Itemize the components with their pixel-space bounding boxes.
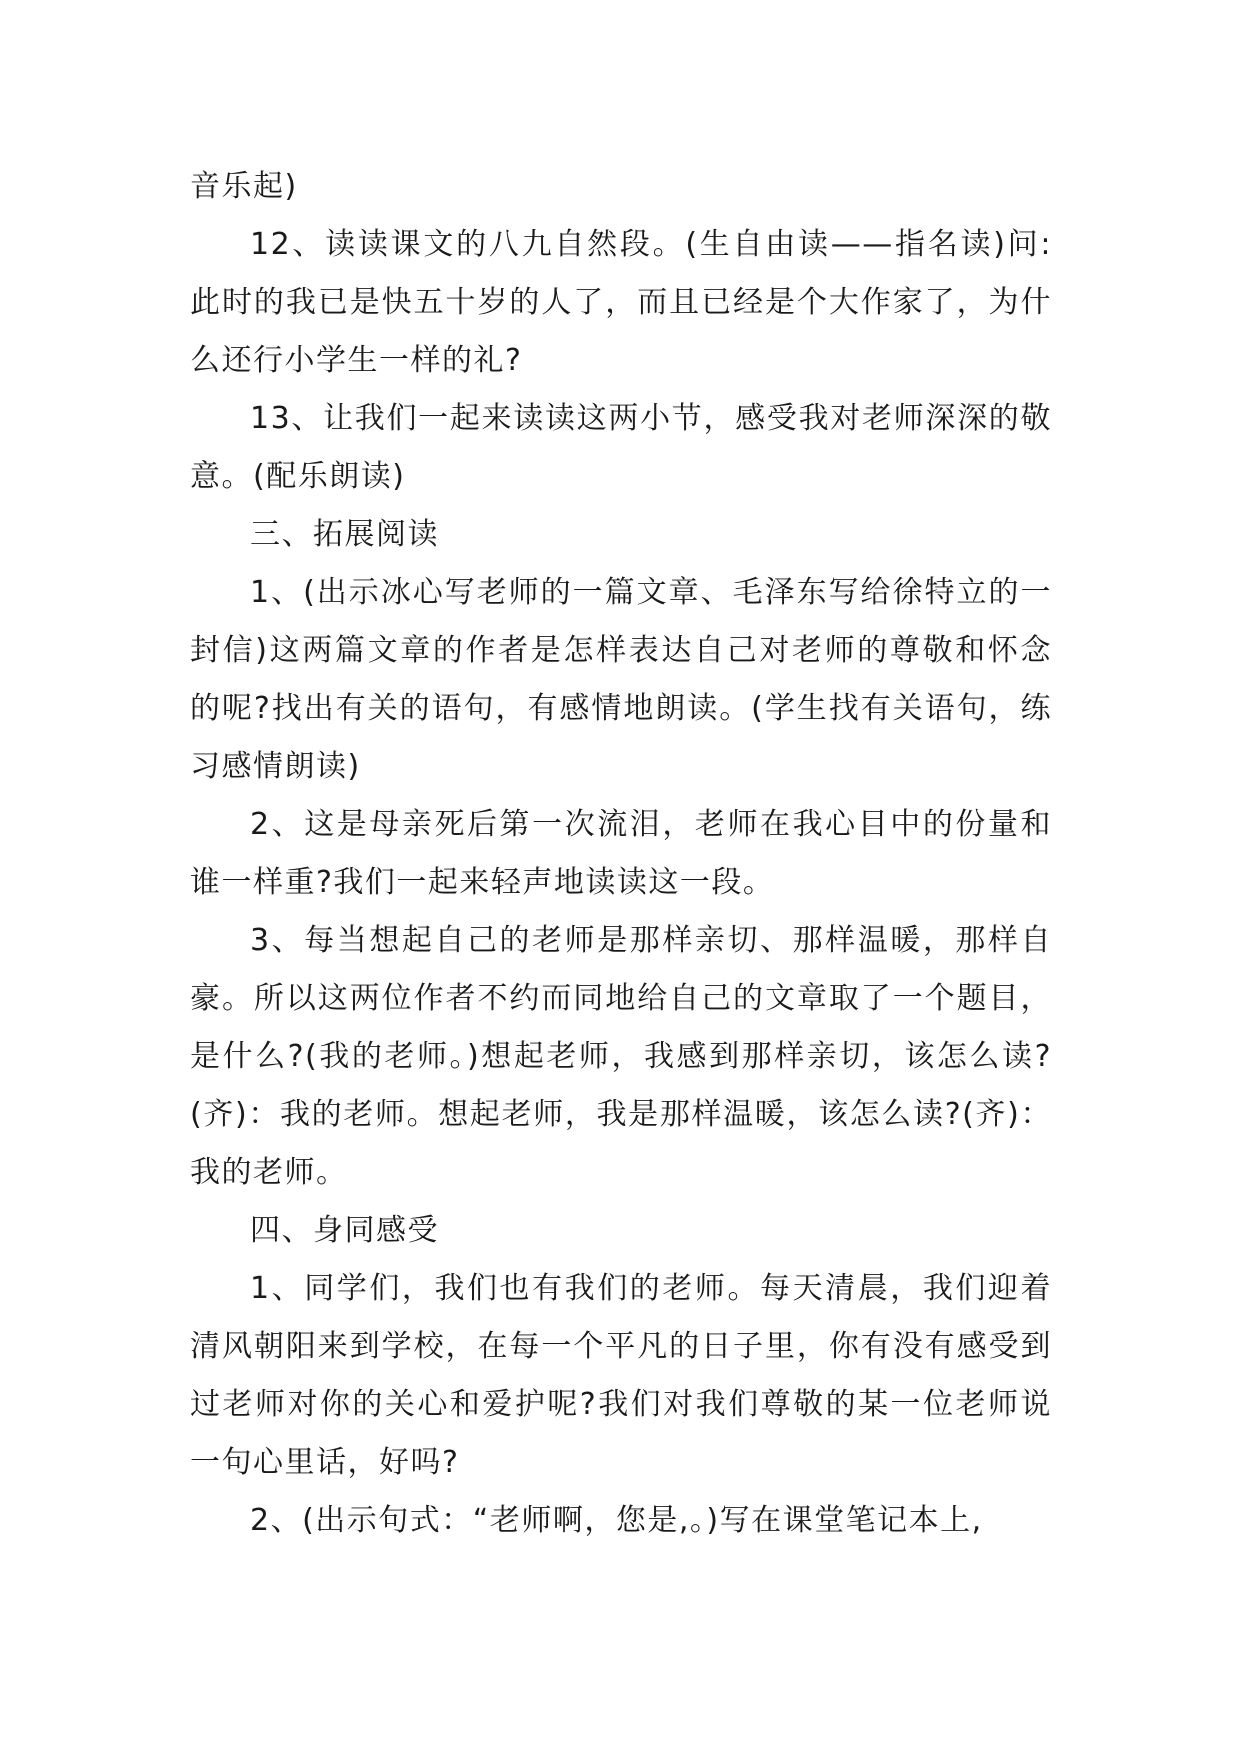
paragraph-item-12: 12、读读课文的八九自然段。(生自由读——指名读)问:此时的我已是快五十岁的人了，而且已经是个大作家了，为什么还行小学生一样的礼? [190,227,1052,378]
paragraph-empathy-2: 2、(出示句式：“老师啊，您是,。)写在课堂笔记本上, [250,1503,983,1538]
paragraph-extended-3: 3、每当想起自己的老师是那样亲切、那样温暖，那样自豪。所以这两位作者不约而同地给自己的文章取了一个题目，是什么?(我的老师。)想起老师，我感到那样亲切，该怎么读?(齐)：我的老师。想起老师，我是那样温暖，该怎么读?(齐)：我的老师。 [190,923,1052,1190]
paragraph-extended-2: 2、这是母亲死后第一次流泪，老师在我心目中的份量和谁一样重?我们一起来轻声地读读这一段。 [190,807,1052,900]
section-heading-extended-reading: 三、拓展阅读 [250,517,439,552]
paragraph-empathy-1: 1、同学们，我们也有我们的老师。每天清晨，我们迎着清风朝阳来到学校，在每一个平凡的日子里，你有没有感受到过老师对你的关心和爱护呢?我们对我们尊敬的某一位老师说一句心里话，好吗? [190,1271,1052,1480]
paragraph-item-13: 13、让我们一起来读读这两小节，感受我对老师深深的敬意。(配乐朗读) [190,401,1052,494]
paragraph-extended-1: 1、(出示冰心写老师的一篇文章、毛泽东写给徐特立的一封信)这两篇文章的作者是怎样表达自己对老师的尊敬和怀念的呢?找出有关的语句，有感情地朗读。(学生找有关语句，练习感情朗读) [190,575,1052,784]
document-body [190,158,1052,1550]
paragraph-music-start: 音乐起) [190,169,298,204]
section-heading-empathy: 四、身同感受 [250,1213,439,1248]
